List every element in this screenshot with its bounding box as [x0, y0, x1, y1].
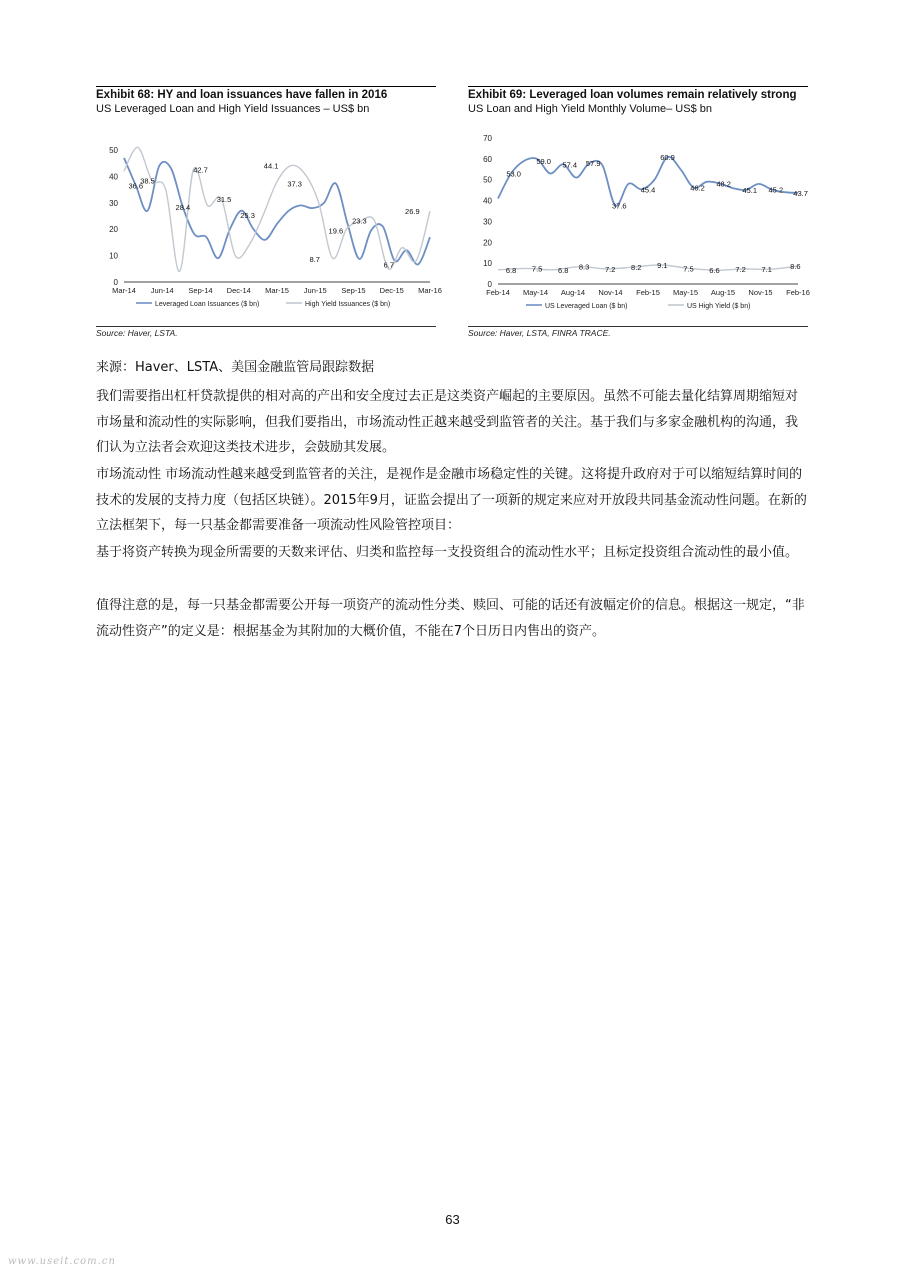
paragraph-1: 我们需要指出杠杆贷款提供的相对高的产出和安全度过去正是这类资产崛起的主要原因。虽然不可能去量化结算周期缩短对市场量和流动性的实际影响，但我们要指出，市场流动性正越来越受到监管者的关注。基于我们与多家金融机构的沟通，我们认为立法者会欢迎这类技术进步，会鼓励其发展。 — [96, 389, 799, 455]
exhibit-69-chart — [468, 132, 808, 327]
data-label: 23.3 — [352, 216, 367, 226]
x-tick-label: Sep-14 — [188, 286, 213, 295]
chart-68-svg — [96, 120, 442, 326]
data-label: 8.3 — [578, 262, 590, 272]
y-tick-label: 50 — [483, 175, 492, 185]
legend-label: US Leveraged Loan ($ bn) — [545, 303, 628, 310]
paragraph-3: 基于将资产转换为现金所需要的天数来评估、归类和监控每一支投资组合的流动性水平；且标定投资组合流动性的最小值。 — [96, 545, 799, 560]
x-tick-label: Nov-15 — [748, 288, 773, 297]
exhibit-69 — [468, 86, 810, 338]
x-tick-label: Feb-16 — [786, 288, 810, 297]
data-label: 9.1 — [657, 261, 668, 271]
data-label: 31.5 — [216, 194, 232, 204]
x-tick-label: Aug-15 — [710, 288, 736, 297]
source-note: 来源：Haver、LSTA、美国金融监管局跟踪数据 — [96, 360, 375, 375]
legend-label: US High Yield ($ bn) — [687, 303, 751, 310]
data-label: 42.7 — [193, 165, 208, 175]
y-tick-label: 20 — [483, 238, 492, 248]
x-tick-label: May-14 — [522, 288, 549, 297]
data-label: 38.5 — [140, 176, 155, 186]
data-label: 46.2 — [690, 183, 705, 193]
data-label: 7.5 — [683, 264, 694, 274]
watermark: www.useit.com.cn — [8, 1256, 116, 1267]
x-tick-label: Dec-15 — [379, 286, 404, 295]
y-tick-label: 30 — [109, 198, 118, 208]
page-number: 63 — [445, 1212, 460, 1227]
data-label: 8.7 — [309, 255, 320, 265]
data-label: 44.1 — [263, 161, 279, 171]
data-label: 6.6 — [709, 266, 720, 276]
y-tick-label: 0 — [113, 278, 118, 287]
chart-69-svg — [468, 132, 808, 326]
legend-label: High Yield Issuances ($ bn) — [305, 301, 391, 308]
x-tick-label: Dec-14 — [226, 286, 251, 295]
x-tick-label: Aug-14 — [560, 288, 586, 297]
data-label: 53.0 — [506, 169, 521, 179]
data-label: 45.2 — [768, 185, 784, 195]
y-tick-label: 70 — [483, 134, 492, 143]
data-label: 45.1 — [742, 185, 758, 195]
data-label: 8.6 — [790, 262, 801, 272]
data-label: 26.9 — [405, 206, 420, 216]
y-tick-label: 10 — [109, 251, 118, 261]
exhibit-68-chart — [96, 120, 442, 327]
exhibit-68-subtitle: US Leveraged Loan and High Yield Issuances – US$ bn — [96, 103, 370, 115]
data-label: 57.9 — [585, 159, 601, 169]
y-tick-label: 0 — [487, 280, 492, 289]
y-tick-label: 20 — [109, 225, 118, 235]
x-tick-label: Sep-15 — [341, 286, 366, 295]
data-label: 59.0 — [536, 156, 551, 166]
data-label: 6.8 — [505, 265, 517, 275]
x-tick-label: Feb-14 — [486, 288, 510, 297]
exhibit-68-source: Source: Haver, LSTA. — [96, 328, 178, 338]
paragraph-4: 值得注意的是，每一只基金都需要公开每一项资产的流动性分类、赎回、可能的话还有波幅定价的信息。根据这一规定，“非流动性资产”的定义是：根据基金为其附加的大概价值，不能在7个日历日内售出的资产。 — [96, 598, 805, 639]
y-tick-label: 30 — [483, 217, 492, 227]
data-label: 19.6 — [328, 226, 344, 236]
data-label: 48.2 — [716, 179, 731, 189]
x-tick-label: Feb-15 — [636, 288, 660, 297]
x-tick-label: Jun-14 — [150, 286, 174, 295]
x-tick-label: Nov-14 — [598, 288, 623, 297]
x-tick-label: May-15 — [672, 288, 699, 297]
exhibit-68 — [96, 86, 442, 338]
exhibit-69-title: Exhibit 69: Leveraged loan volumes remain relatively strong — [468, 86, 808, 102]
data-label: 36.6 — [128, 181, 144, 191]
y-tick-label: 10 — [483, 259, 492, 269]
data-label: 43.7 — [793, 188, 808, 198]
data-label: 7.2 — [735, 264, 746, 274]
data-label: 7.1 — [761, 265, 772, 275]
data-label: 25.3 — [240, 211, 255, 221]
x-tick-label: Mar-16 — [418, 286, 442, 295]
paragraph-2: 市场流动性 市场流动性越来越受到监管者的关注，是视作是金融市场稳定性的关键。这将提升政府对于可以缩短结算时间的技术的发展的支持力度（包括区块链）。2015年9月，证监会提出了一项新的规定来应对开放段共同基金流动性问题。在新的立法框架下，每一只基金都需要准备一项流动性风险管控项目： — [96, 467, 807, 533]
x-tick-label: Jun-15 — [303, 286, 327, 295]
data-label: 37.3 — [287, 179, 302, 189]
x-tick-label: Mar-14 — [112, 286, 136, 295]
data-label: 8.2 — [631, 262, 642, 272]
y-tick-label: 40 — [109, 172, 118, 182]
exhibit-68-title: Exhibit 68: HY and loan issuances have fallen in 2016 — [96, 86, 436, 102]
data-label: 60.9 — [660, 152, 675, 162]
y-tick-label: 40 — [483, 196, 492, 206]
exhibit-69-subtitle: US Loan and High Yield Monthly Volume– US$ bn — [468, 103, 712, 115]
y-tick-label: 60 — [483, 154, 492, 164]
data-label: 57.4 — [562, 160, 578, 170]
data-label: 45.4 — [640, 185, 656, 195]
x-tick-label: Mar-15 — [265, 286, 289, 295]
data-label: 37.6 — [611, 201, 627, 211]
legend-label: Leveraged Loan Issuances ($ bn) — [155, 301, 260, 308]
data-label: 28.4 — [175, 203, 191, 213]
data-label: 7.5 — [531, 264, 543, 274]
data-label: 6.7 — [383, 260, 395, 270]
data-label: 6.8 — [557, 265, 569, 275]
data-label: 7.2 — [604, 264, 616, 274]
y-tick-label: 50 — [109, 146, 118, 155]
exhibit-69-source: Source: Haver, LSTA, FINRA TRACE. — [468, 328, 611, 338]
